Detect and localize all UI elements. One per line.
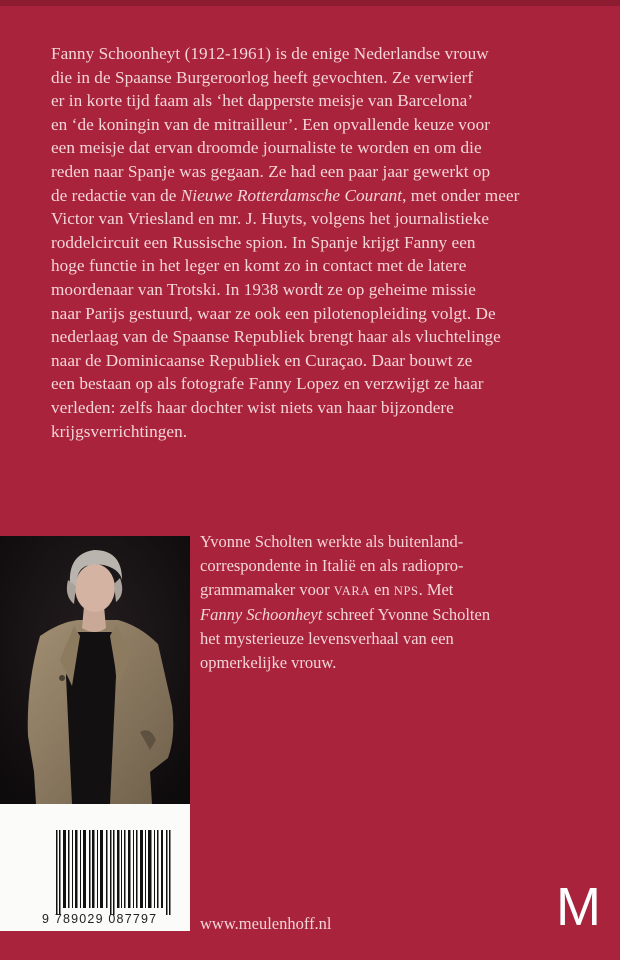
bio-text: schreef Yvonne Scholten xyxy=(322,605,491,624)
author-photo xyxy=(0,536,190,804)
author-portrait-illustration xyxy=(0,536,190,804)
bio-line: correspondente in Italië en als radiopro- xyxy=(200,556,464,575)
isbn-number: 9 789029 087797 xyxy=(42,912,158,926)
blurb-text: de redactie van de xyxy=(51,185,181,205)
blurb-line: reden naar Spanje was gegaan. Ze had een paar jaar gewerkt op xyxy=(51,161,491,181)
blurb-line: naar de Dominicaanse Republiek en Curaçao. Daar bouwt ze xyxy=(51,350,473,370)
blurb-line: krijgsverrichtingen. xyxy=(51,421,188,441)
blurb-line: en ‘de koningin van de mitrailleur’. Een opvallende keuze voor xyxy=(51,114,490,134)
broadcaster-nps: NPS xyxy=(393,584,419,598)
meulenhoff-logo-icon: M xyxy=(556,877,601,937)
blurb-line: er in korte tijd faam als ‘het dapperste meisje van Barcelona’ xyxy=(51,91,474,111)
bio-line: Yvonne Scholten werkte als buitenland- xyxy=(200,532,464,551)
blurb-line: moordenaar van Trotski. In 1938 wordt ze op geheime missie xyxy=(51,279,476,299)
blurb-line: nederlaag van de Spaanse Republiek brengt haar als vluchtelinge xyxy=(51,327,501,347)
newspaper-title: Nieuwe Rotterdamsche Courant xyxy=(180,185,403,205)
blurb-line: Victor van Vriesland en mr. J. Huyts, volgens het journalistieke xyxy=(51,209,490,229)
bio-text: . Met xyxy=(418,580,454,599)
blurb-line: Fanny Schoonheyt (1912-1961) is de enige Nederlandse vrouw xyxy=(51,44,489,63)
blurb-line: roddelcircuit een Russische spion. In Spanje krijgt Fanny een xyxy=(51,232,476,252)
author-bio xyxy=(200,530,610,675)
bio-line xyxy=(200,578,610,603)
barcode-icon xyxy=(56,830,172,915)
back-cover-blurb xyxy=(51,42,611,443)
isbn-barcode-panel xyxy=(0,804,190,931)
publisher-url[interactable]: www.meulenhoff.nl xyxy=(200,914,332,933)
cover-top-edge xyxy=(0,0,620,6)
bio-text: en xyxy=(370,580,394,599)
bio-line xyxy=(200,603,610,627)
blurb-line: naar Parijs gestuurd, waar ze ook een pilotenopleiding volgt. De xyxy=(51,303,496,323)
bio-line: het mysterieuze levensverhaal van een xyxy=(200,629,454,648)
blurb-line: hoge functie in het leger en komt zo in contact met de latere xyxy=(51,256,467,276)
blurb-text: , met onder meer xyxy=(402,185,520,205)
blurb-line: een meisje dat ervan droomde journaliste te worden en om die xyxy=(51,138,482,158)
blurb-line xyxy=(51,184,611,208)
broadcaster-vara: VARA xyxy=(333,584,370,598)
bio-line: opmerkelijke vrouw. xyxy=(200,653,337,672)
blurb-line: die in de Spaanse Burgeroorlog heeft gevochten. Ze verwierf xyxy=(51,67,474,87)
book-title: Fanny Schoonheyt xyxy=(200,605,323,624)
blurb-line: verleden: zelfs haar dochter wist niets van haar bijzondere xyxy=(51,397,454,417)
bio-text: grammamaker voor xyxy=(200,580,334,599)
blurb-line: een bestaan op als fotografe Fanny Lopez en verzwijgt ze haar xyxy=(51,374,484,394)
